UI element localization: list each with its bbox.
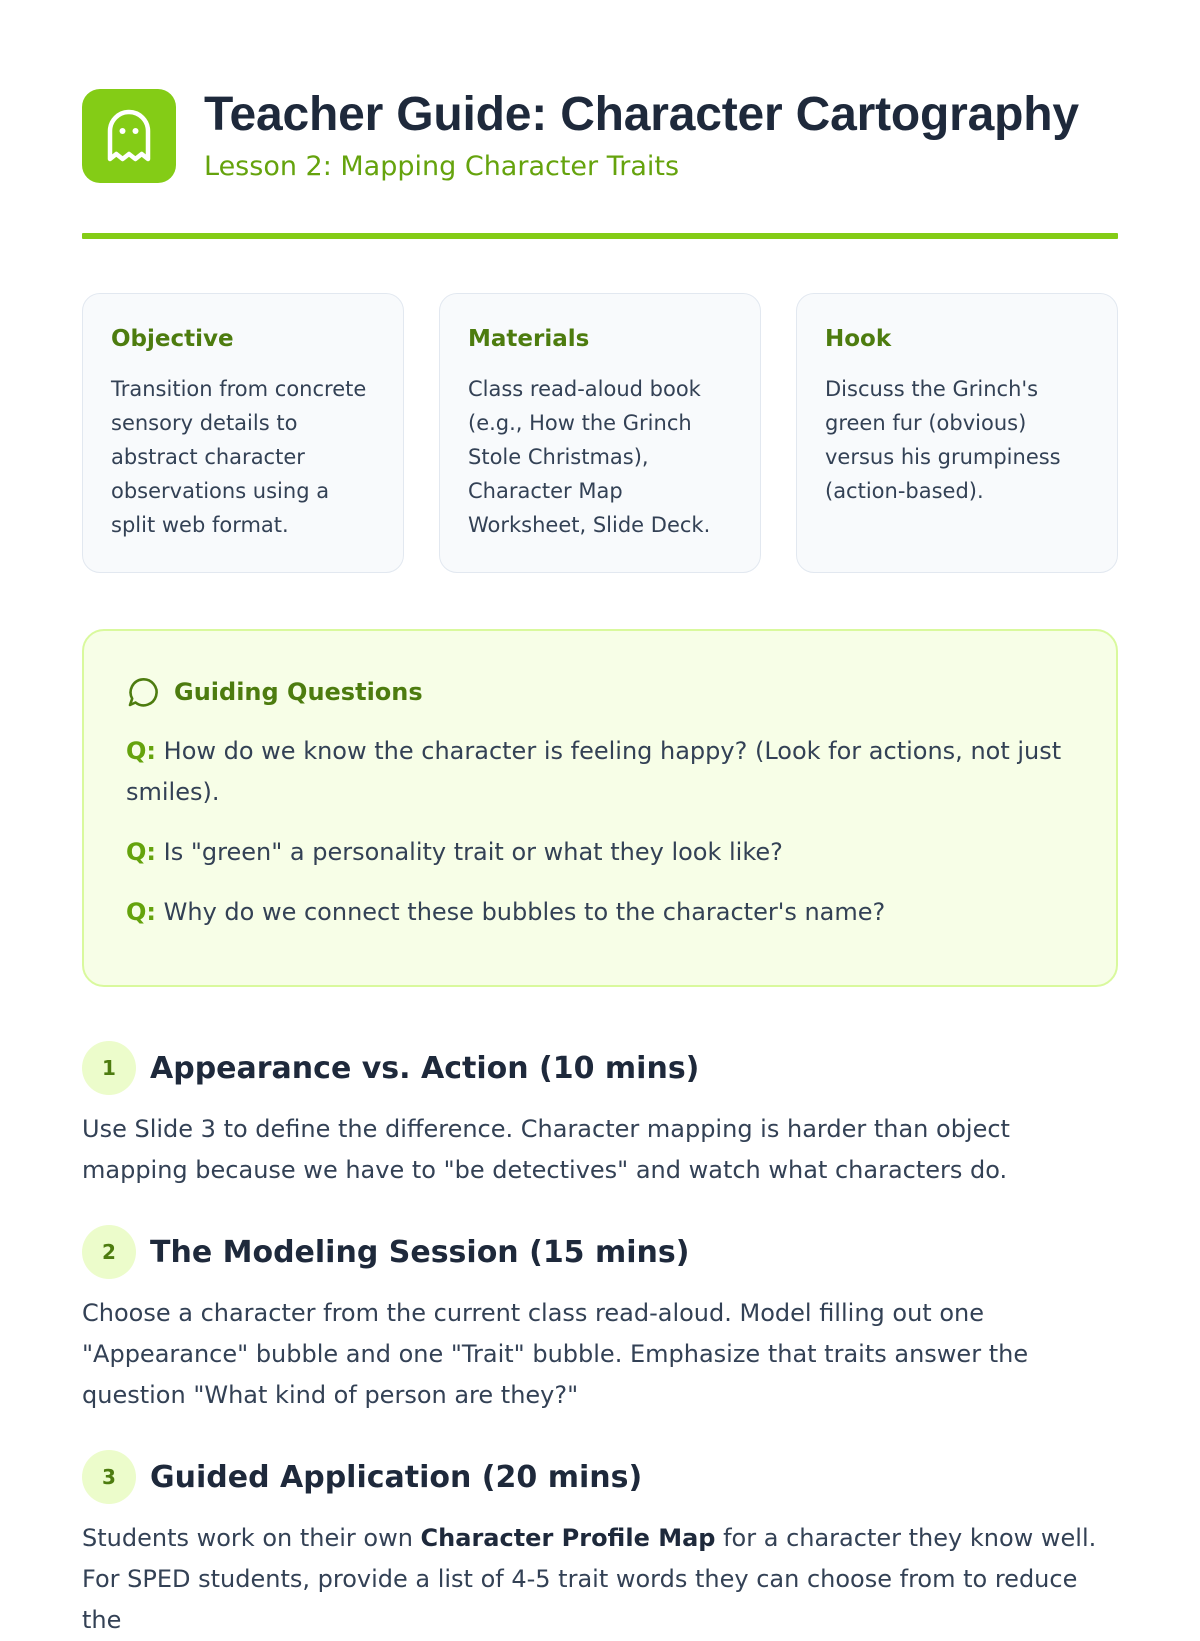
page-header — [82, 0, 1118, 185]
step-description: Use Slide 3 to define the difference. Character mapping is harder than object mapping because we have to "be detectives" and watch what characters do. — [82, 1115, 1010, 1184]
hook-card — [796, 293, 1118, 573]
speech-bubble-icon — [126, 675, 160, 709]
question-item — [126, 892, 1074, 933]
step-title: Guided Application (20 mins) — [150, 1459, 643, 1495]
step-header — [82, 1041, 1118, 1095]
page-title: Teacher Guide: Character Cartography — [204, 88, 1079, 141]
step-number-badge: 3 — [82, 1450, 136, 1504]
step-header — [82, 1225, 1118, 1279]
step-3 — [82, 1450, 1118, 1641]
step-title: Appearance vs. Action (10 mins) — [150, 1050, 700, 1086]
card-title: Objective — [111, 326, 234, 352]
ghost-icon — [82, 89, 176, 183]
card-title: Materials — [468, 326, 590, 352]
title-block — [204, 89, 1079, 183]
step-header — [82, 1450, 1118, 1504]
question-item — [126, 731, 1074, 813]
card-body: Transition from concrete sensory details to abstract character observations using a split web format. — [111, 377, 367, 537]
header-divider — [82, 233, 1118, 239]
step-number-badge: 2 — [82, 1225, 136, 1279]
page-subtitle: Lesson 2: Mapping Character Traits — [204, 151, 680, 182]
guiding-questions-header — [126, 675, 1074, 709]
objective-card — [82, 293, 404, 573]
question-label: Q: — [126, 838, 156, 866]
step-text-emphasis: Character Profile Map — [420, 1524, 716, 1552]
info-cards — [82, 293, 1118, 573]
step-number-badge: 1 — [82, 1041, 136, 1095]
card-body: Discuss the Grinch's green fur (obvious) versus his grumpiness (action-based). — [825, 377, 1061, 503]
step-title: The Modeling Session (15 mins) — [150, 1234, 690, 1270]
step-text: Students work on their own — [82, 1524, 421, 1552]
step-1 — [82, 1041, 1118, 1191]
card-body: Class read-aloud book (e.g., How the Grinch Stole Christmas), Character Map Worksheet, Slide Deck. — [468, 377, 711, 537]
question-item — [126, 832, 1074, 873]
question-label: Q: — [126, 898, 156, 926]
question-label: Q: — [126, 737, 156, 765]
step-description: Choose a character from the current class read-aloud. Model filling out one "Appearance" bubble and one "Trait" bubble. Emphasize that traits answer the question "What kind of person are they?" — [82, 1299, 1029, 1409]
step-text: for a character they know well. For SPED students, provide a list of 4-5 trait words they can choose from to reduce the — [82, 1524, 1097, 1634]
guiding-questions-title: Guiding Questions — [174, 678, 423, 706]
question-text: Why do we connect these bubbles to the character's name? — [163, 898, 886, 926]
lesson-steps — [82, 1041, 1118, 1641]
materials-card — [439, 293, 761, 573]
card-title: Hook — [825, 326, 892, 352]
question-text: Is "green" a personality trait or what they look like? — [163, 838, 783, 866]
step-2 — [82, 1225, 1118, 1416]
question-list — [126, 731, 1074, 933]
guiding-questions-panel — [82, 629, 1118, 987]
question-text: How do we know the character is feeling happy? (Look for actions, not just smiles). — [126, 737, 1062, 806]
step-description — [82, 1518, 1118, 1641]
